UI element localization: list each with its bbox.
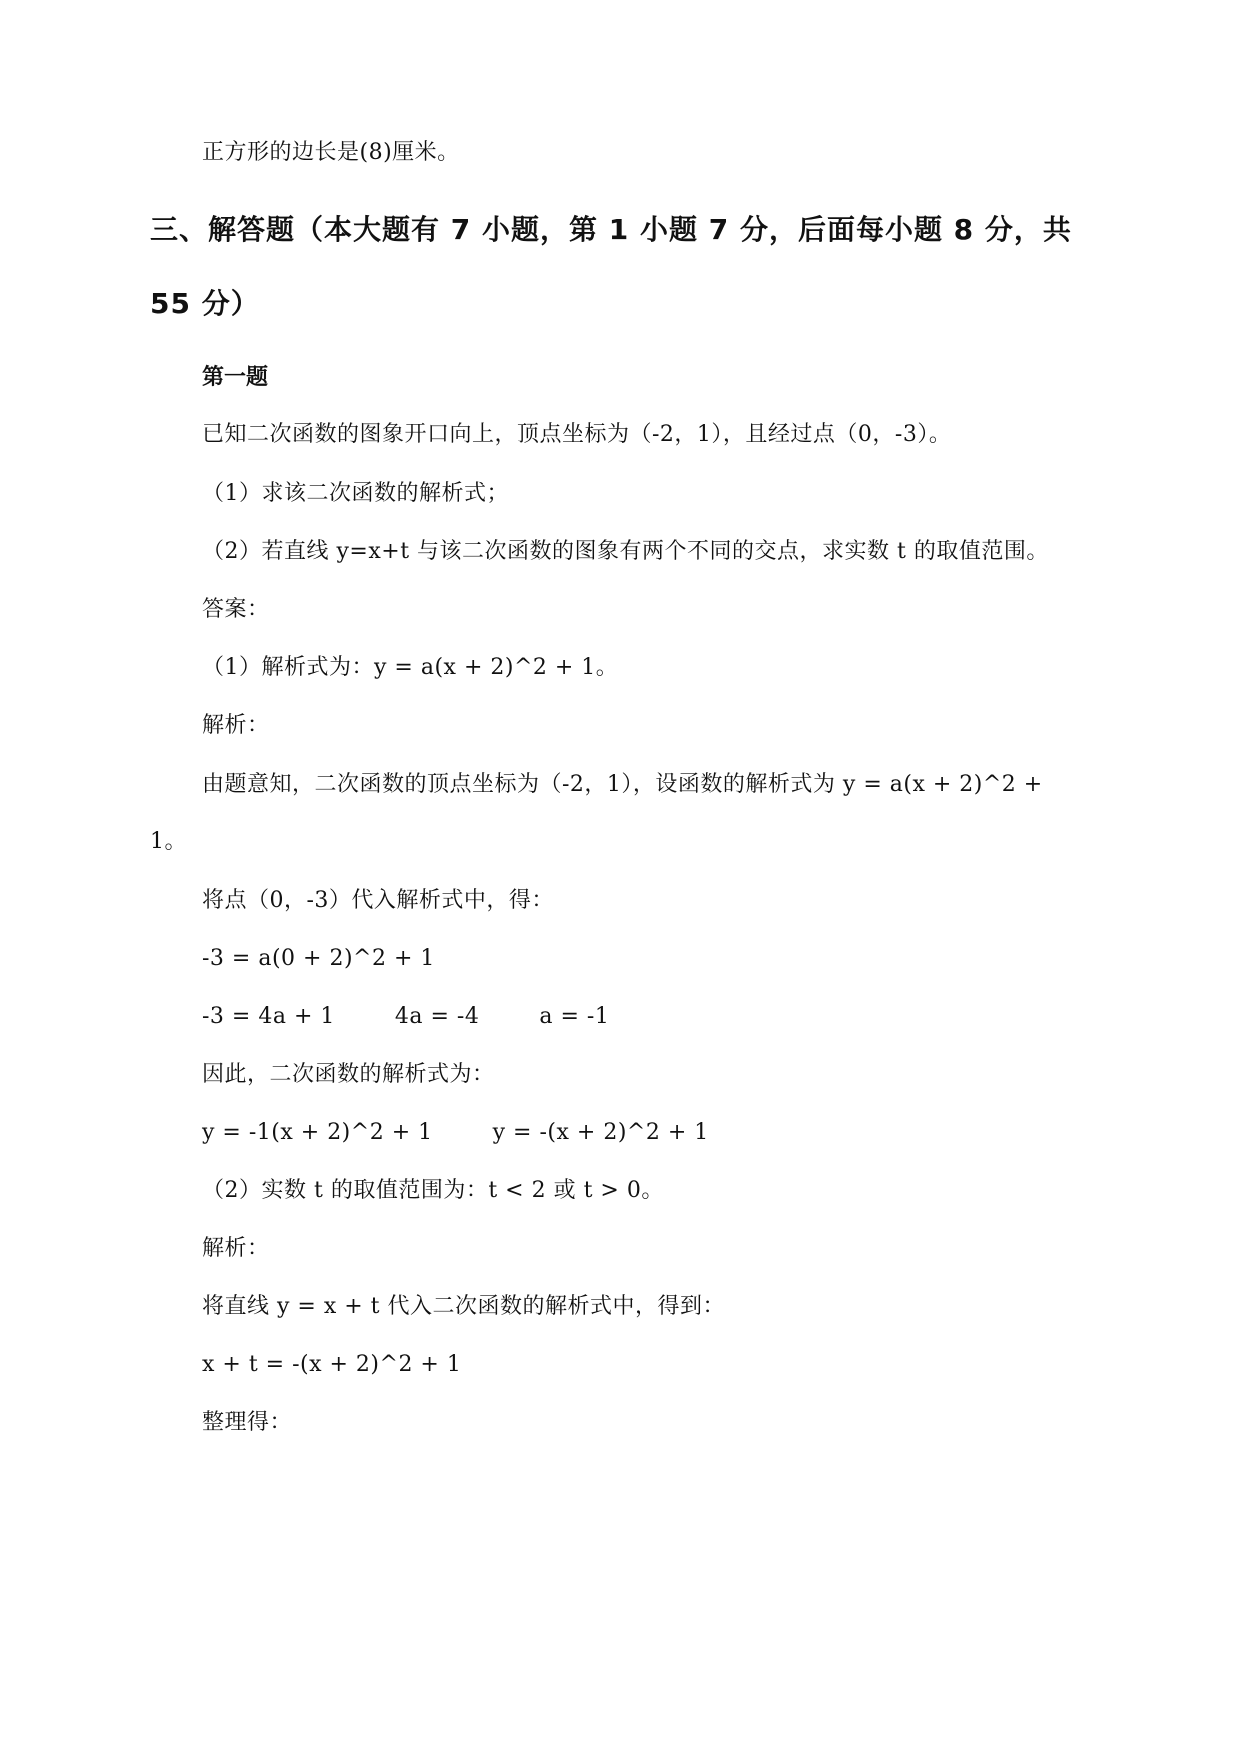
analysis-label-1: 解析： (202, 713, 270, 738)
equation-1: -3 = a(0 + 2)^2 + 1 (202, 946, 435, 971)
text-square-side: 正方形的边长是(8)厘米。 (202, 140, 460, 165)
answer-part-1: （1）解析式为：y = a(x + 2)^2 + 1。 (202, 655, 619, 680)
therefore-text: 因此，二次函数的解析式为： (202, 1062, 495, 1087)
equation-2c: a = -1 (539, 1004, 610, 1029)
equation-2a: -3 = 4a + 1 (202, 1004, 335, 1029)
answer-label: 答案： (202, 597, 270, 622)
analysis-label-2: 解析： (202, 1236, 270, 1261)
equation-2-row (202, 1002, 609, 1032)
section-heading-line-1: 三、解答题（本大题有 7 小题，第 1 小题 7 分，后面每小题 8 分，共 (150, 213, 1072, 246)
question-part-2: （2）若直线 y=x+t 与该二次函数的图象有两个不同的交点，求实数 t 的取值范围。 (202, 539, 1049, 564)
equation-3a: y = -1(x + 2)^2 + 1 (202, 1120, 433, 1145)
simplify-text: 整理得： (202, 1410, 293, 1435)
substitute-line-text: 将直线 y = x + t 代入二次函数的解析式中，得到： (202, 1294, 726, 1319)
substitute-point-text: 将点（0，-3）代入解析式中，得： (202, 888, 554, 913)
question-title: 第一题 (202, 365, 269, 390)
equation-4: x + t = -(x + 2)^2 + 1 (202, 1352, 462, 1377)
analysis-1-line-2: 1。 (150, 829, 187, 854)
question-stem: 已知二次函数的图象开口向上，顶点坐标为（-2，1），且经过点（0，-3）。 (202, 422, 952, 447)
question-part-1: （1）求该二次函数的解析式； (202, 481, 509, 506)
analysis-1-line-1: 由题意知，二次函数的顶点坐标为（-2，1），设函数的解析式为 y = a(x + 2)^2 + (202, 772, 1043, 797)
equation-3b: y = -(x + 2)^2 + 1 (492, 1120, 709, 1145)
section-heading-line-2: 55 分） (150, 287, 260, 320)
equation-3-row (202, 1118, 709, 1148)
answer-part-2: （2）实数 t 的取值范围为：t < 2 或 t > 0。 (202, 1178, 664, 1203)
equation-2b: 4a = -4 (394, 1004, 480, 1029)
